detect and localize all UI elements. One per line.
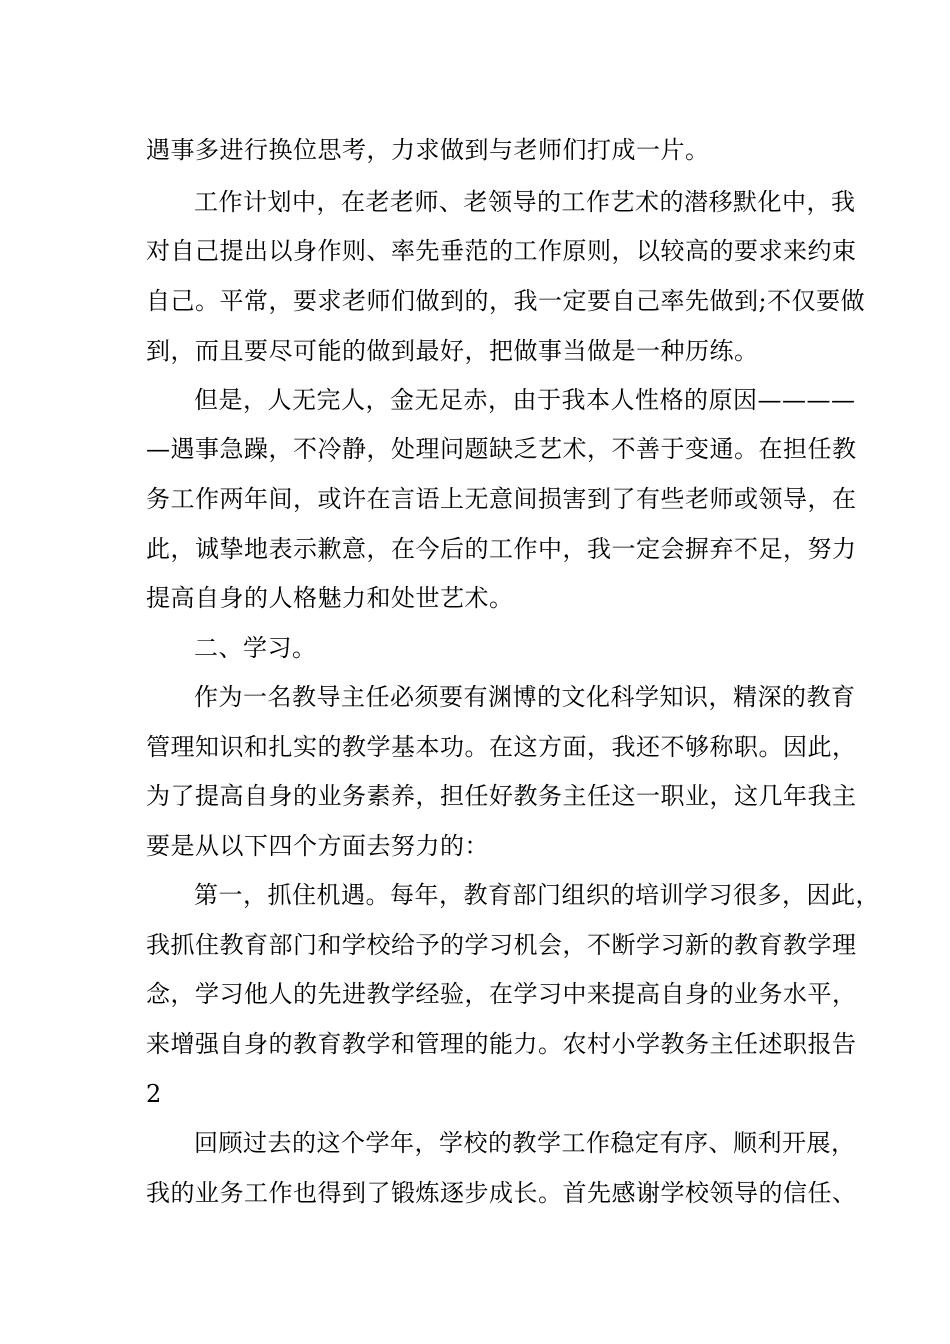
text-line: 为了提高自身的业务素养，担任好教务主任这一职业，这几年我主 xyxy=(146,782,857,810)
text-line: 工作计划中，在老老师、老领导的工作艺术的潜移默化中，我 xyxy=(194,188,856,216)
text-line: 管理知识和扎实的教学基本功。在这方面，我还不够称职。因此， xyxy=(146,733,857,761)
text-line: 回顾过去的这个学年，学校的教学工作稳定有序、顺利开展， xyxy=(194,1129,856,1157)
text-line: 此，诚挚地表示歉意，在今后的工作中，我一定会摒弃不足，努力 xyxy=(146,535,857,563)
text-line: 到，而且要尽可能的做到最好，把做事当做是一种历练。 xyxy=(146,337,759,365)
text-line: 我抓住教育部门和学校给予的学习机会，不断学习新的教育教学理 xyxy=(146,931,857,959)
text-line: 遇事多进行换位思考，力求做到与老师们打成一片。 xyxy=(146,136,710,164)
text-line: 提高自身的人格魅力和处世艺术。 xyxy=(146,584,514,612)
text-line: 2 xyxy=(146,1080,162,1108)
text-line: 但是，人无完人，金无足赤，由于我本人性格的原因———— xyxy=(194,386,856,414)
text-line: 对自己提出以身作则、率先垂范的工作原则，以较高的要求来约束 xyxy=(146,237,857,265)
text-line: 第一，抓住机遇。每年，教育部门组织的培训学习很多，因此， xyxy=(194,881,880,909)
text-line: 我的业务工作也得到了锻炼逐步成长。首先感谢学校领导的信任、 xyxy=(146,1179,857,1207)
text-line: 来增强自身的教育教学和管理的能力。农村小学教务主任述职报告 xyxy=(146,1030,857,1058)
text-line: 要是从以下四个方面去努力的： xyxy=(146,832,489,860)
text-line: 念，学习他人的先进教学经验，在学习中来提高自身的业务水平， xyxy=(146,980,857,1008)
text-line: 自己。平常，要求老师们做到的，我一定要自己率先做到;不仅要做 xyxy=(146,287,866,315)
section-heading: 二、学习。 xyxy=(194,634,317,662)
text-line: 作为一名教导主任必须要有渊博的文化科学知识，精深的教育 xyxy=(194,683,856,711)
text-line: 务工作两年间，或许在言语上无意间损害到了有些老师或领导，在 xyxy=(146,485,857,513)
text-line: —遇事急躁，不冷静，处理问题缺乏艺术，不善于变通。在担任教 xyxy=(146,435,857,463)
